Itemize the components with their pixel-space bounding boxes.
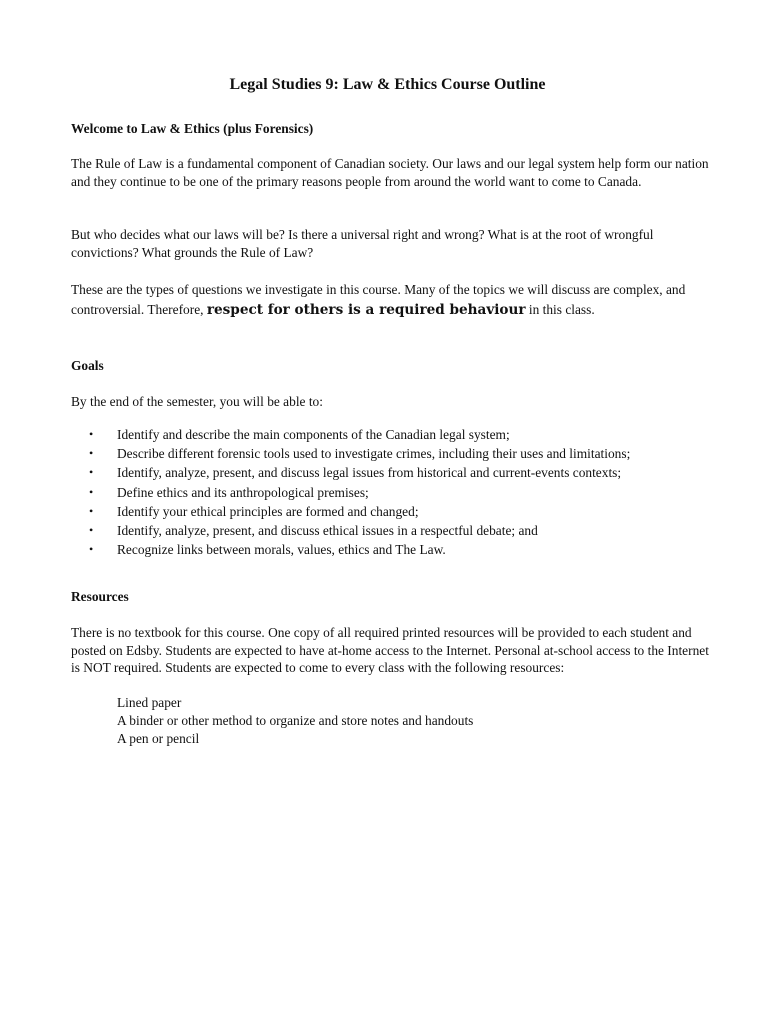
goal-text: Identify, analyze, present, and discuss ethical issues in a respectful debate; and: [117, 522, 538, 538]
resources-paragraph: There is no textbook for this course. One copy of all required printed resources will be provided to each student and posted on Edsby. Students are expected to have at-home access to the Internet. Personal at-school access to the Internet is NOT required. Students are expected to come to every class with the following resources:: [71, 625, 709, 676]
goals-list: [71, 425, 711, 559]
goal-item: [71, 502, 711, 521]
bullet-icon: •: [89, 542, 94, 557]
goal-text: Recognize links between morals, values, ethics and The Law.: [117, 542, 446, 558]
goals-intro: By the end of the semester, you will be able to:: [71, 394, 323, 409]
goal-item: [71, 444, 711, 463]
bullet-icon: •: [89, 484, 94, 499]
goal-item: [71, 540, 711, 559]
goals-heading: Goals: [71, 358, 104, 373]
resource-item: A binder or other method to organize and store notes and handouts: [117, 713, 474, 729]
bullet-icon: •: [89, 503, 94, 518]
goal-item: [71, 521, 711, 540]
bullet-icon: •: [89, 427, 94, 441]
resource-item: Lined paper: [117, 695, 182, 710]
document-title: Legal Studies 9: Law & Ethics Course Outline: [229, 76, 546, 93]
goal-text: Identify, analyze, present, and discuss legal issues from historical and current-events contexts;: [117, 465, 622, 481]
goal-item: [71, 425, 711, 444]
goal-text: Describe different forensic tools used to investigate crimes, including their uses and limitations;: [117, 446, 631, 462]
bullet-icon: •: [89, 522, 94, 537]
respect-paragraph-end: in this class.: [525, 302, 595, 317]
resources-heading: Resources: [71, 589, 129, 604]
respect-emphasis: respect for others is a required behaviour: [206, 302, 526, 318]
respect-paragraph: [71, 280, 711, 320]
intro-paragraph: The Rule of Law is a fundamental component of Canadian society. Our laws and our legal system help form our nation and they continue to be one of the primary reasons people from around the world want to come to Canada.: [71, 156, 709, 189]
goal-item: [71, 483, 711, 502]
welcome-heading: Welcome to Law & Ethics (plus Forensics): [71, 121, 314, 136]
resources-list: [117, 694, 473, 749]
resource-item: A pen or pencil: [117, 731, 200, 747]
respect-paragraph-text: These are the types of questions we investigate in this course. Many of the topics we will discuss are complex, and controversial. Therefore,: [71, 282, 686, 317]
goal-text: Identify your ethical principles are formed and changed;: [117, 503, 419, 519]
goal-text: Identify and describe the main components of the Canadian legal system;: [117, 427, 510, 442]
goal-text: Define ethics and its anthropological premises;: [117, 484, 369, 500]
goal-item: [71, 463, 711, 482]
bullet-icon: •: [89, 465, 94, 480]
questions-paragraph: But who decides what our laws will be? Is there a universal right and wrong? What is at the root of wrongful convictions? What grounds the Rule of Law?: [71, 227, 654, 260]
bullet-icon: •: [89, 446, 94, 461]
